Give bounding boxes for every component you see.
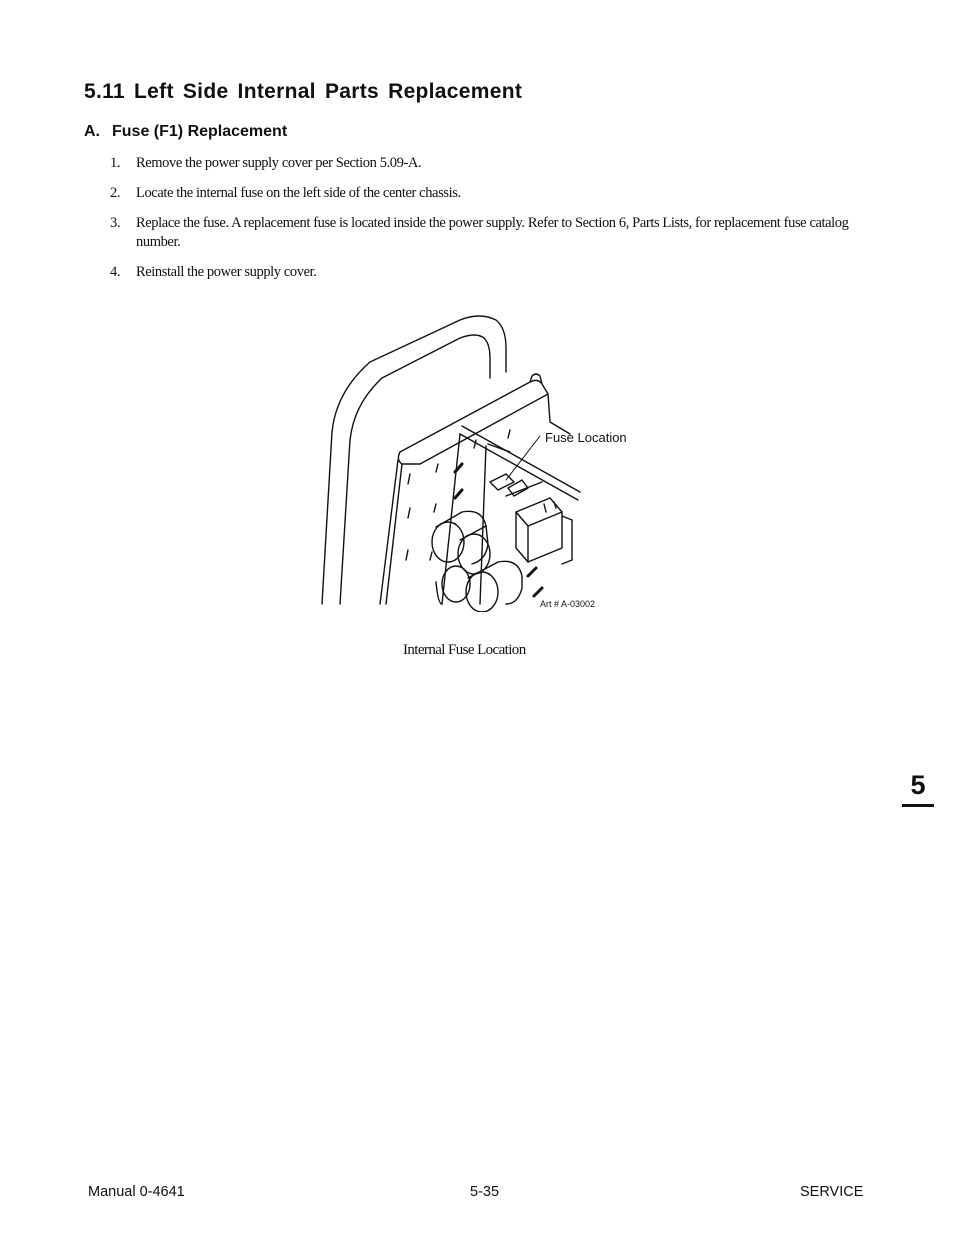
- step-item: [110, 154, 876, 173]
- chapter-tab-rule: [902, 804, 934, 807]
- subsection-title: [84, 123, 287, 141]
- footer-section-name: SERVICE: [800, 1184, 864, 1200]
- step-item: [110, 184, 876, 203]
- subsection-title-text: Fuse (F1) Replacement: [112, 123, 288, 140]
- step-item: [110, 214, 876, 252]
- footer-page-number: 5-35: [470, 1184, 500, 1200]
- art-number: Art # A-03002: [540, 599, 596, 609]
- step-text: Locate the internal fuse on the left side of the center chassis.: [136, 185, 461, 201]
- procedure-steps: [110, 154, 876, 293]
- step-item: [110, 263, 876, 282]
- footer-manual-number: Manual 0-4641: [88, 1184, 185, 1200]
- figure-caption: Internal Fuse Location: [403, 642, 526, 658]
- step-number: 3.: [110, 215, 121, 231]
- step-number: 4.: [110, 264, 121, 280]
- internal-fuse-illustration: [310, 312, 640, 612]
- step-text: Reinstall the power supply cover.: [136, 264, 317, 280]
- step-text: Replace the fuse. A replacement fuse is located inside the power supply. Refer to Section 6, Parts Lists, for replacement fuse catalog number.: [136, 215, 849, 250]
- fuse-location-callout: Fuse Location: [545, 430, 627, 445]
- chapter-tab-number: 5: [910, 770, 926, 800]
- step-text: Remove the power supply cover per Section 5.09-A.: [136, 155, 422, 171]
- subsection-letter: A.: [84, 123, 100, 140]
- step-number: 2.: [110, 185, 121, 201]
- section-title: 5.11 Left Side Internal Parts Replacement: [84, 80, 523, 103]
- step-number: 1.: [110, 155, 121, 171]
